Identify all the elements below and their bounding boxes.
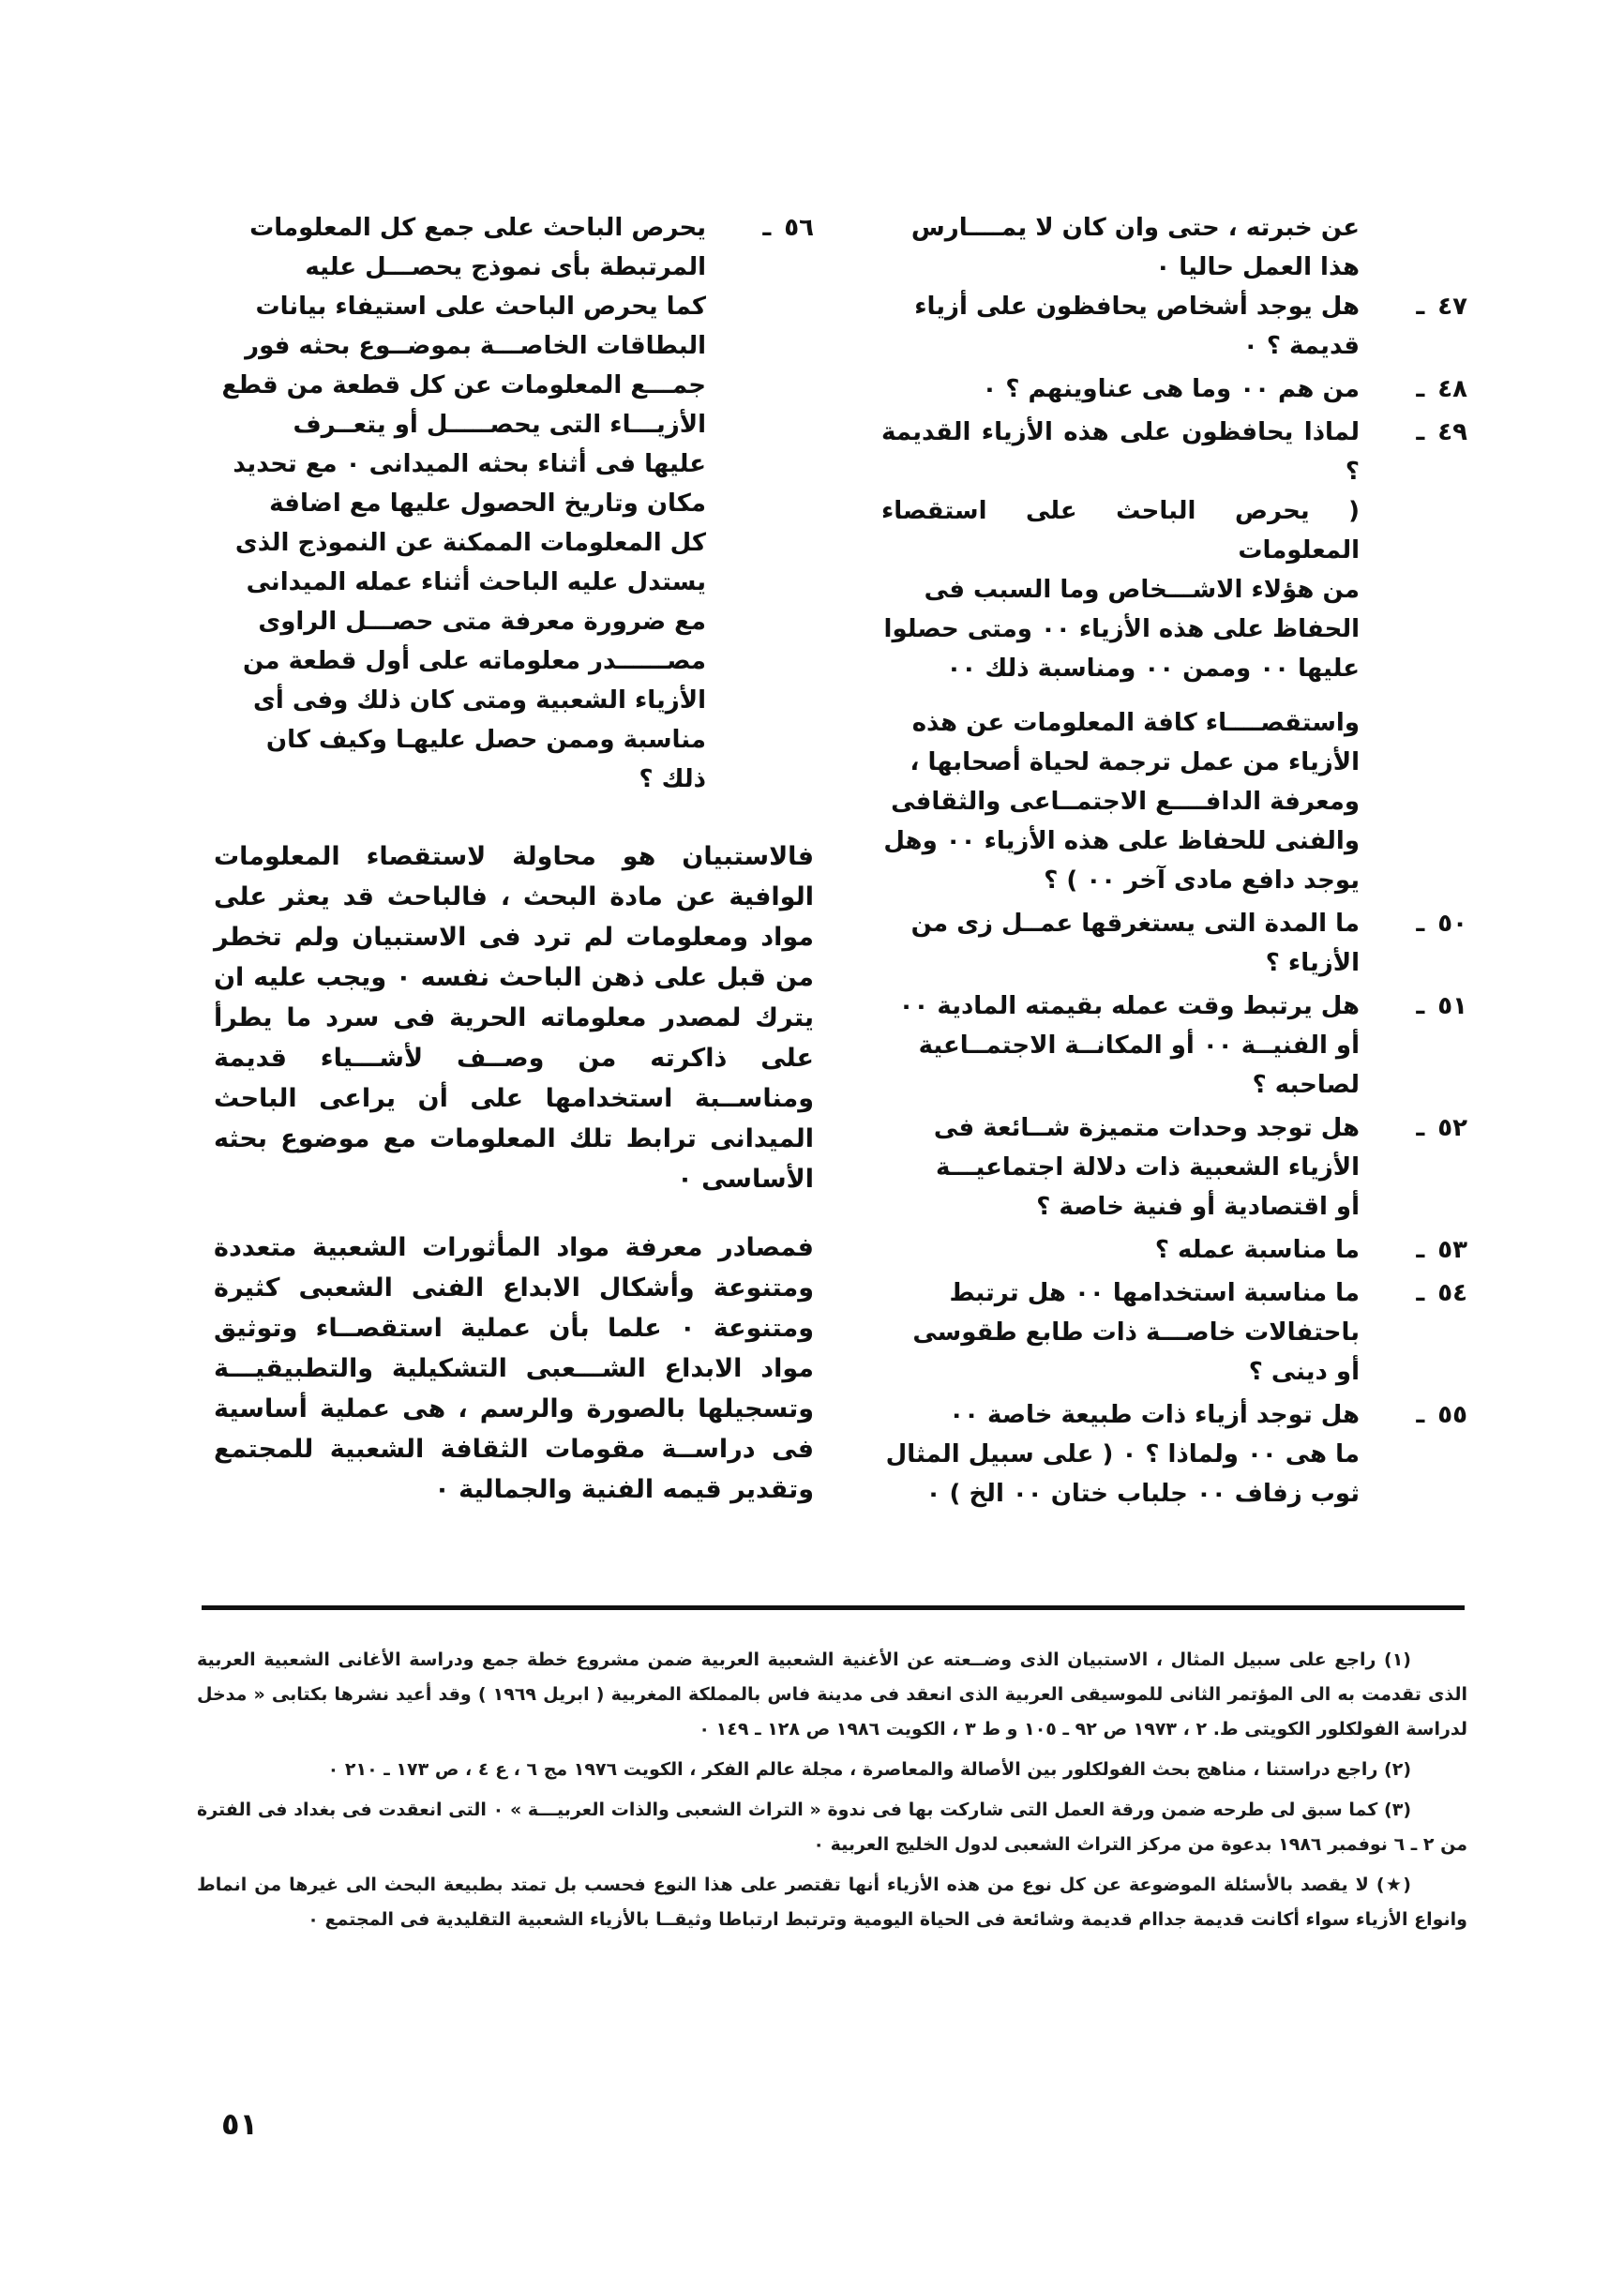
intro-continuation — [881, 208, 1467, 287]
question-56 — [214, 208, 814, 799]
text-line: واستقصــــاء كافة المعلومات عن هذه — [911, 709, 1360, 737]
text-line: من هؤلاء الاشـــخاص وما السبب فى — [924, 576, 1360, 604]
text-line: الأزياء الشعبية ذات دلالة اجتماعيـــة — [936, 1153, 1360, 1182]
spacer — [881, 688, 1360, 703]
text-line: البطاقات الخاصـــة بموضــوع بحثه فور — [245, 332, 706, 360]
footnotes — [197, 1643, 1467, 1943]
footnote-text: كما سبق لى طرحه ضمن ورقة العمل التى شاركت بها فى ندوة « التراث الشعبى والذات العربيـــة » ٠ التى انعقدت فى بغداد فى الفترة من ٢ ـ ٦ نوفمبر ١٩٨٦ بدعوة من مركز التراث الشعبى لدول الخليج العربية ٠ — [197, 1800, 1467, 1855]
text-line: أو الفنيــة ٠٠ أو المكانــة الاجتمــاعية — [918, 1032, 1360, 1060]
text-line: قديمة ؟ ٠ — [1242, 332, 1360, 360]
text-line: ثوب زفاف ٠٠ جلباب ختان ٠٠ الخ ) ٠ — [925, 1480, 1360, 1508]
text-line: ما المدة التى يستغرقها عمــل زى من — [910, 910, 1360, 938]
question-number: ٥٤ـ — [1416, 1279, 1467, 1307]
footnote-text: راجع دراستنا ، مناهج بحث الفولكلور بين الأصالة والمعاصرة ، مجلة عالم الفكر ، الكويت ١٩٧٦ مج ٦ ، ع ٤ ، ص ١٧٣ ـ ٢١٠ ٠ — [327, 1759, 1378, 1780]
question-54 — [881, 1273, 1467, 1392]
question-number: ٥٠ـ — [1416, 910, 1467, 938]
text-line: مصــــــدر معلوماته على أول قطعة من — [243, 647, 706, 675]
footnote-3 — [197, 1793, 1467, 1862]
footnote-text: لا يقصد بالأسئلة الموضوعة عن كل نوع من هذه الأزياء أنها تقتصر على هذا النوع فحسب بل تمتد بطبيعة البحث الى غيرها من انماط وانواع الأزياء سواء أكانت قديمة جداام قديمة وشائعة فى الحياة اليومية وترتبط ارتباطا وثيقــا بالأزياء الشعبية التقليدية فى المجتمع ٠ — [197, 1875, 1467, 1930]
text-line: أو دينى ؟ — [1248, 1358, 1360, 1386]
text-line: مناسبة وممن حصل عليهـا وكيف كان — [265, 726, 706, 754]
text-line: كل المعلومات الممكنة عن النموذج الذى — [234, 529, 706, 557]
question-52 — [881, 1108, 1467, 1227]
question-47 — [881, 287, 1467, 366]
question-53 — [881, 1230, 1467, 1270]
text-line: الأزياء ؟ — [1265, 949, 1360, 977]
question-number: ٥١ـ — [1416, 992, 1467, 1020]
question-number: ٤٩ـ — [1416, 418, 1467, 446]
text-line: يستدل عليه الباحث أثناء عمله الميدانى — [246, 568, 706, 596]
left-column — [214, 208, 814, 1510]
text-line: ما مناسبة استخدامها ٠٠ هل ترتبط — [949, 1279, 1360, 1307]
text-line: الحفاظ على هذه الأزياء ٠٠ ومتى حصلوا — [883, 615, 1360, 643]
text-line: لماذا يحافظون على هذه الأزياء القديمة ؟ — [881, 418, 1360, 486]
text-line: والفنى للحفاظ على هذه الأزياء ٠٠ وهل — [883, 827, 1360, 855]
text-line: كما يحرص الباحث على استيفاء بيانات — [255, 293, 706, 321]
text-line: مع ضرورة معرفة متى حصـــل الراوى — [258, 608, 706, 636]
text-line: ما مناسبة عمله ؟ — [1154, 1236, 1360, 1264]
text-line: ذلك ؟ — [639, 765, 706, 793]
text-line: عليها فى أثناء بحثه الميدانى ٠ مع تحديد — [233, 450, 706, 478]
text-line: لصاحبه ؟ — [1252, 1071, 1360, 1099]
page-number: ٥١ — [221, 2106, 259, 2142]
footnote-marker: (٢) — [1384, 1759, 1411, 1780]
text-line: أو اقتصادية أو فنية خاصة ؟ — [1036, 1193, 1360, 1221]
text-line: ( يحرص الباحث على استقصاء المعلومات — [881, 497, 1360, 565]
paragraph-sources: فمصادر معرفة مواد المأثورات الشعبية متعددة ومتنوعة وأشكال الابداع الفنى الشعبى كثيرة ومتنوعة ٠ علما بأن عملية استقصــاء وتوثيق مواد الابداع الشـــعبى التشكيلية والتطبيقيـــة وتسجيلها بالصورة والرسم ، هى عملية أساسية فى دراســة مقومات الثقافة الشعبية للمجتمع وتقدير قيمه الفنية والجمالية ٠ — [214, 1233, 814, 1504]
question-number: ٥٥ـ — [1416, 1401, 1467, 1429]
footnote-divider — [202, 1605, 1465, 1610]
footnote-text: راجع على سبيل المثال ، الاستبيان الذى وضــعته عن الأغنية الشعبية العربية ضمن مشروع خطة جمع ودراسة الأغانى الشعبية العربية الذى تقدمت به الى المؤتمر الثانى للموسيقى العربية الذى انعقد فى مدينة فاس بالمملكة المغربية ( ابريل ١٩٦٩ ) وقد أعيد نشرها بكتابى « مدخل لدراسة الفولكلور الكويتى ط. ٢ ، ١٩٧٣ ص ٩٢ ـ ١٠٥ و ط ٣ ، الكويت ١٩٨٦ ص ١٢٨ ـ ١٤٩ ٠ — [197, 1649, 1467, 1739]
question-50 — [881, 904, 1467, 983]
question-number: ٥٣ـ — [1416, 1236, 1467, 1264]
footnote-marker: (★) — [1376, 1875, 1411, 1895]
text-line: مكان وتاريخ الحصول عليها مع اضافة — [269, 489, 706, 518]
text-line: ما هى ٠٠ ولماذا ؟ ٠ ( على سبيل المثال — [885, 1440, 1360, 1468]
text-line: الأزيـــاء التى يحصـــــل أو يتعــرف — [293, 411, 706, 439]
question-number: ٥٦ـ — [762, 214, 814, 242]
question-51 — [881, 986, 1467, 1105]
text-line: عن خبرته ، حتى وان كان لا يمــــارس — [910, 214, 1360, 242]
footnote-2 — [197, 1753, 1467, 1787]
question-48 — [881, 369, 1467, 409]
text-line: ومعرفة الدافــــع الاجتمــاعى والثقافى — [891, 788, 1360, 816]
question-number: ٤٧ـ — [1416, 293, 1467, 321]
question-number: ٥٢ـ — [1416, 1114, 1467, 1142]
question-number: ٤٨ـ — [1416, 375, 1467, 403]
question-55 — [881, 1395, 1467, 1513]
text-line: باحتفالات خاصـــة ذات طابع طقوسى — [912, 1318, 1360, 1347]
text-line: يوجد دافع مادى آخر ٠٠ ) ؟ — [1044, 866, 1360, 895]
footnote-1 — [197, 1643, 1467, 1747]
paragraph-questionnaire: فالاستبيان هو محاولة لاستقصاء المعلومات الوافية عن مادة البحث ، فالباحث قد يعثر على مواد ومعلومات لم ترد فى الاستبيان ولم تخطر من قبل على ذهن الباحث نفسه ٠ ويجب عليه ان يترك لمصدر معلوماته الحرية فى سرد ما يطرأ على ذاكرته من وصــف لأشـــياء قديمة ومناســبة استخدامها على أن يراعى الباحث الميدانى ترابط تلك المعلومات مع موضوع بحثه الأساسى ٠ — [214, 842, 814, 1194]
right-column — [881, 208, 1467, 1517]
text-line: هل توجد أزياء ذات طبيعة خاصة ٠٠ — [949, 1401, 1360, 1429]
text-line: عليها ٠٠ وممن ٠٠ ومناسبة ذلك ٠٠ — [946, 655, 1360, 683]
footnote-marker: (٣) — [1384, 1800, 1412, 1820]
text-line: الأزياء الشعبية ومتى كان ذلك وفى أى — [253, 686, 706, 715]
text-line: هل يوجد أشخاص يحافظون على أزياء — [914, 293, 1360, 321]
text-line: جمـــع المعلومات عن كل قطعة من قطع — [221, 371, 706, 399]
text-line: يحرص الباحث على جمع كل المعلومات — [249, 214, 706, 242]
footnote-marker: (١) — [1384, 1649, 1411, 1670]
text-line: المرتبطة بأى نموذج يحصـــل عليه — [305, 253, 706, 281]
text-line: من هم ٠٠ وما هى عناوينهم ؟ ٠ — [982, 375, 1360, 403]
footnote-star — [197, 1868, 1467, 1937]
text-line: الأزياء من عمل ترجمة لحياة أصحابها ، — [910, 748, 1360, 776]
question-49 — [881, 413, 1467, 900]
text-line: هل توجد وحدات متميزة شــائعة فى — [933, 1114, 1360, 1142]
text-line: هذا العمل حاليا ٠ — [1155, 253, 1360, 281]
text-line: هل يرتبط وقت عمله بقيمته المادية ٠٠ — [898, 992, 1360, 1020]
